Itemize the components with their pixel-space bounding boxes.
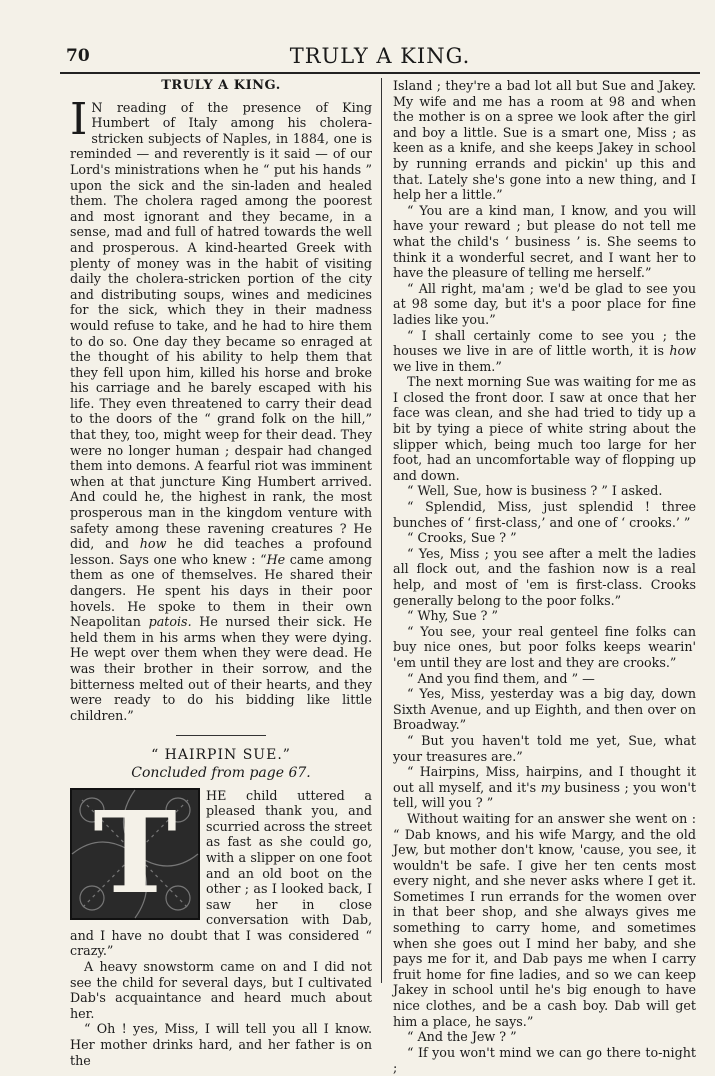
- story-paragraph: “ Yes, Miss, yesterday was a big day, down Sixth Avenue, and up Eighth, and then over on Broadway.”: [393, 686, 696, 733]
- story-paragraph: “ You see, your real genteel fine folks can buy nice ones, but poor folks keeps wearin' 'em until they are lost and they are crooks.”: [393, 623, 696, 670]
- section-divider-rule: [176, 735, 266, 736]
- story-paragraph: T HE child uttered a pleased thank you, and scurried across the street as fast as she could go, with a slipper on one foot and an old boot on the other ; as I looked back, I saw her in close conversation with Dab, and I have no doubt that I was considered “ crazy.”: [70, 787, 372, 959]
- article-paragraph: I N reading of the presence of King Humbert of Italy among his cholera-stricken subjects of Naples, in 1884, one is reminded — and reverently is it said — of our Lord's ministrations when he “ put his hands ” upon the sick and the sin-laden and healed them. The cholera raged among the poorest and most ignorant and they became, in a sense, mad and full of hatred towards the well and prosperous. A kind-hearted Greek with plenty of money was in the habit of visiting daily the cholera-stricken portion of the city and distributing soups, wines and medicines for the sick, which they in their madness would refuse to take, and he had to hire them to do so. One day they became so enraged at the thought of his ability to help them that they fell upon him, killed his horse and broke his carriage and he barely escaped with his life. They even threatened to carry their dead to the doors of the “ grand folk on the hill,” that they, too, might weep for their dead. They were no longer human ; despair had changed them into demons. A fearful riot was imminent when at that juncture King Humbert arrived. And could he, the highest in rank, the most prosperous man in the kingdom venture with safety among these ravening creatures ? He did, and how he did teaches a profound lesson. Says one who knew : “He came among them as one of themselves. He shared their dangers. He spent his days in their poor hovels. He spoke to them in their own Neapolitan patois. He nursed their sick. He held them in his arms when they were dying. He wept over them when they were dead. He was their brother in their sorrow, and the bitterness melted out of their hearts, and they were ready to do his bidding like little children.”: [70, 93, 373, 723]
- drop-cap: I: [70, 93, 88, 145]
- story-paragraph: “ Why, Sue ? ”: [407, 608, 499, 624]
- story-paragraph: “ If you won't mind we can go there to-night ;: [393, 1044, 696, 1076]
- story-paragraph: “ Crooks, Sue ? ”: [407, 530, 517, 546]
- story-paragraph: Without waiting for an answer she went on : “ Dab knows, and his wife Margy, and the old Jew, but mother don't know, 'cause, you see, it wouldn't be safe. I give her ten cents most every night, and she never asks where I get it. Sometimes I run errands for the women over in that beer shop, and she always gives me something to carry home, and sometimes when she goes out I mind her baby, and she pays me for it, and Dab pays me when I carry fruit home for fine ladies, and so we can keep Jakey in school until he's big enough to have nice clothes, and be a cash boy. Dab will get him a place, he says.”: [393, 810, 696, 1029]
- ornament-letter: T: [93, 787, 177, 919]
- story-paragraph: “ And the Jew ? ”: [407, 1029, 517, 1045]
- story-paragraph: “ Hairpins, Miss, hairpins, and I thought it out all myself, and it's my business ; you won't tell, will you ? ”: [393, 764, 696, 811]
- left-column: [70, 78, 373, 1068]
- story-paragraph: Island ; they're a bad lot all but Sue and Jakey. My wife and me has a room at 98 and when the mother is on a spree we look after the girl and boy a little. Sue is a smart one, Miss ; as keen as a knife, and she keeps Jakey in school by running errands and pickin' up this and that. Lately she's gone into a new thing, and I help her a little.”: [393, 78, 696, 203]
- story-paragraph: “ Yes, Miss ; you see after a melt the ladies all flock out, and the fashion now is a real help, and most of 'em is first-class. Crooks generally belong to the poor folks.”: [393, 545, 696, 608]
- story-paragraph: “ But you haven't told me yet, Sue, what your treasures are.”: [393, 732, 696, 764]
- article-title: TRULY A KING.: [161, 78, 281, 93]
- story-title: “ HAIRPIN SUE.”: [151, 747, 291, 764]
- column-divider: [381, 78, 382, 983]
- story-paragraph: The next morning Sue was waiting for me as I closed the front door. I saw at once that her face was clean, and she had tried to tidy up a bit by tying a piece of white string about the slipper which, being much too large for her foot, had an uncomfortable way of flopping up and down.: [393, 374, 696, 483]
- story-paragraph: “ And you find them, and ” —: [407, 670, 595, 686]
- columns: [60, 78, 700, 1076]
- story-paragraph: “ Well, Sue, how is business ? ” I asked.: [407, 483, 663, 499]
- running-title: TRULY A KING.: [289, 44, 471, 68]
- story-paragraph: “ Oh ! yes, Miss, I will tell you all I know. Her mother drinks hard, and her father is on the: [70, 1021, 372, 1068]
- story-paragraph: “ You are a kind man, I know, and you will have your reward ; but please do not tell me what the child's ‘ business ’ is. She seems to think it a wonderful secret, and I want her to have the pleasure of telling me herself.”: [393, 202, 696, 281]
- story-paragraph: “ All right, ma'am ; we'd be glad to see you at 98 some day, but it's a poor place for fine ladies like you.”: [393, 280, 696, 327]
- right-column: [393, 78, 696, 1076]
- page-header: [60, 40, 700, 74]
- story-paragraph: “ I shall certainly come to see you ; the houses we live in are of little worth, it is how we live in them.”: [393, 327, 696, 374]
- ornamental-initial: [70, 788, 200, 920]
- story-subtitle: Concluded from page 67.: [131, 764, 311, 781]
- page: [60, 40, 700, 1076]
- page-number: 70: [66, 46, 90, 66]
- story-paragraph: “ Splendid, Miss, just splendid ! three bunches of ‘ first-class,’ and one of ‘ crooks.’ ”: [393, 499, 696, 530]
- story-paragraph: A heavy snowstorm came on and I did not see the child for several days, but I cultivated Dab's acquaintance and heard much about her.: [70, 959, 372, 1021]
